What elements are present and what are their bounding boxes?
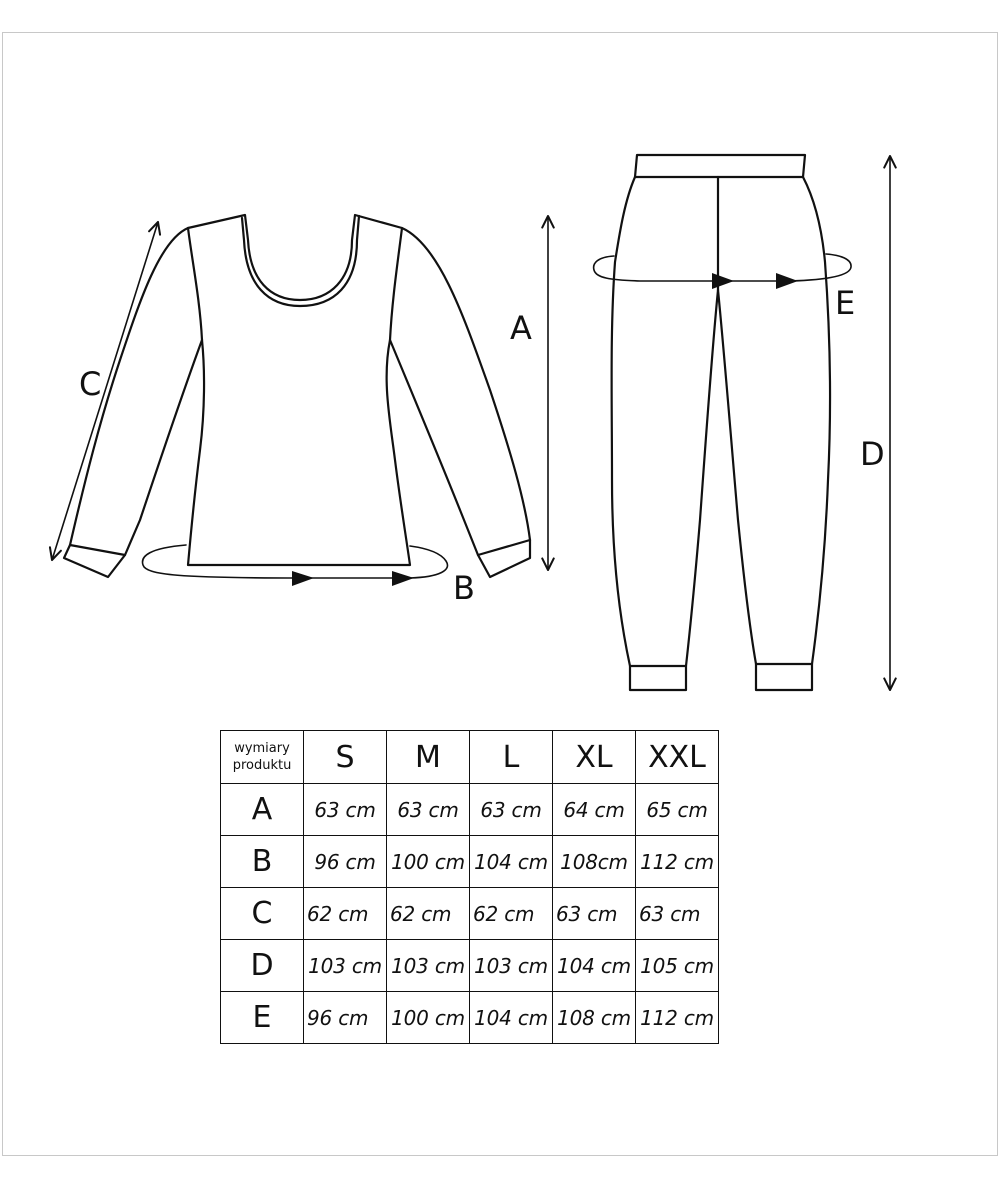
label-d: D	[860, 435, 885, 473]
table-cell: 64 cm	[553, 784, 636, 836]
label-b: B	[453, 569, 475, 607]
size-table	[220, 730, 719, 1044]
table-row	[221, 836, 719, 888]
label-a: A	[510, 309, 532, 347]
row-key: C	[221, 888, 304, 940]
table-cell: 112 cm	[636, 992, 719, 1044]
row-key: D	[221, 940, 304, 992]
table-cell: 105 cm	[636, 940, 719, 992]
measure-e-loop	[594, 254, 851, 289]
table-cell: 62 cm	[470, 888, 553, 940]
table-header-row	[221, 731, 719, 784]
table-cell: 65 cm	[636, 784, 719, 836]
size-xl-header: XL	[553, 731, 636, 784]
table-cell: 100 cm	[387, 836, 470, 888]
table-cell: 96 cm	[304, 836, 387, 888]
table-header-note	[221, 731, 304, 784]
table-cell: 103 cm	[470, 940, 553, 992]
table-cell: 63 cm	[387, 784, 470, 836]
size-xxl-header: XXL	[636, 731, 719, 784]
table-cell: 62 cm	[304, 888, 387, 940]
table-cell: 104 cm	[470, 836, 553, 888]
shirt-outline	[64, 215, 530, 577]
label-e: E	[835, 284, 856, 322]
table-cell: 104 cm	[470, 992, 553, 1044]
table-row	[221, 940, 719, 992]
table-cell: 100 cm	[387, 992, 470, 1044]
table-row	[221, 784, 719, 836]
table-cell: 63 cm	[553, 888, 636, 940]
row-key: B	[221, 836, 304, 888]
table-cell: 108 cm	[553, 992, 636, 1044]
size-s-header: S	[304, 731, 387, 784]
table-row	[221, 992, 719, 1044]
measure-c-arrow	[52, 222, 158, 560]
row-key: A	[221, 784, 304, 836]
size-l-header: L	[470, 731, 553, 784]
table-row	[221, 888, 719, 940]
table-cell: 103 cm	[304, 940, 387, 992]
header-note-line-2: produktu	[232, 758, 292, 773]
table-cell: 62 cm	[387, 888, 470, 940]
pants-outline	[612, 155, 831, 690]
table-cell: 96 cm	[304, 992, 387, 1044]
size-m-header: M	[387, 731, 470, 784]
table-cell: 112 cm	[636, 836, 719, 888]
label-c: C	[79, 365, 102, 403]
row-key: E	[221, 992, 304, 1044]
table-cell: 108cm	[553, 836, 636, 888]
header-note-line-1: wymiary	[234, 741, 290, 756]
table-cell: 103 cm	[387, 940, 470, 992]
table-cell: 104 cm	[553, 940, 636, 992]
table-cell: 63 cm	[304, 784, 387, 836]
table-cell: 63 cm	[636, 888, 719, 940]
table-cell: 63 cm	[470, 784, 553, 836]
